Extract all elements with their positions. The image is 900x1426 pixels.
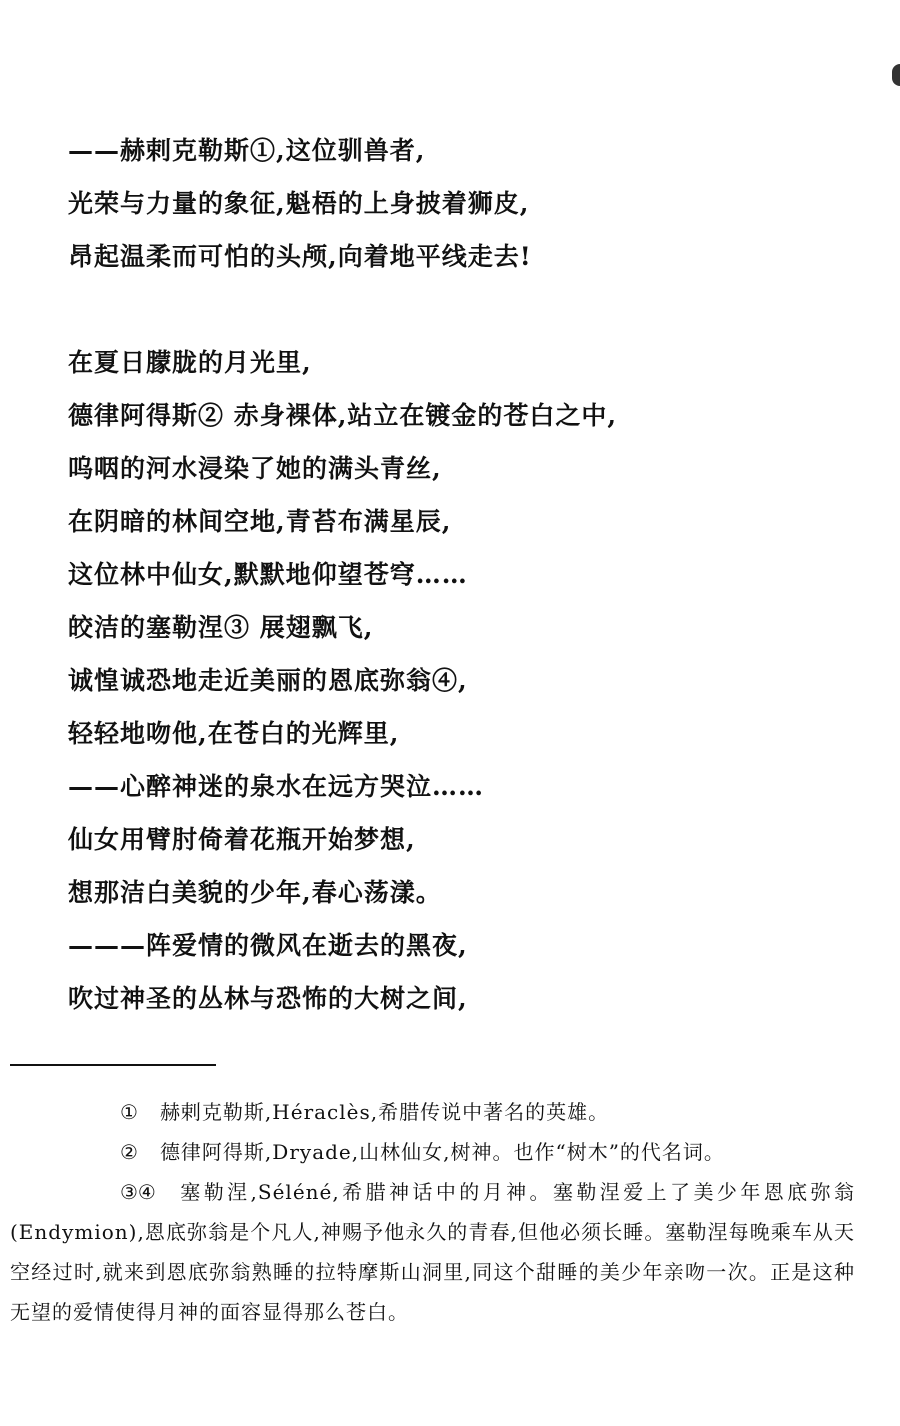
poem-line: 想那洁白美貌的少年,春心荡漾。 (68, 878, 442, 907)
poem-line: 这位林中仙女,默默地仰望苍穹…… (68, 560, 468, 589)
poem-line: 德律阿得斯② 赤身裸体,站立在镀金的苍白之中, (68, 401, 618, 430)
poem-line: 昂起温柔而可怕的头颅,向着地平线走去! (68, 242, 532, 271)
footnote-marker: ① (120, 1100, 138, 1124)
footnote-3-4 (10, 1172, 855, 1332)
poem-line: 皎洁的塞勒涅③ 展翅飘飞, (68, 613, 374, 642)
footnote-divider (10, 1064, 216, 1066)
poem-line: 仙女用臂肘倚着花瓶开始梦想, (68, 825, 416, 854)
poem-line: 在夏日朦胧的月光里, (68, 348, 312, 377)
poem-line: ———阵爱情的微风在逝去的黑夜, (68, 931, 468, 960)
poem-line: 呜咽的河水浸染了她的满头青丝, (68, 454, 442, 483)
poem-line: 轻轻地吻他,在苍白的光辉里, (68, 719, 400, 748)
poem-stanza-1 (68, 124, 868, 283)
poem-line: ——赫剌克勒斯①,这位驯兽者, (68, 136, 426, 165)
footnote-marker: ③④ (120, 1180, 156, 1204)
footnote-text: 塞勒涅,Séléné,希腊神话中的月神。塞勒涅爱上了美少年恩底弥翁(Endymion),恩底弥翁是个凡人,神赐予他永久的青春,但他必须长睡。塞勒涅每晚乘车从天空经过时,就来到恩底弥翁熟睡的拉特摩斯山洞里,同这个甜睡的美少年亲吻一次。正是这种无望的爱情使得月神的面容显得那么苍白。 (10, 1180, 855, 1324)
poem-line: ——心醉神迷的泉水在远方哭泣…… (68, 772, 485, 801)
footnotes (10, 1092, 855, 1332)
poem-stanza-2 (68, 336, 868, 1025)
footnote-1 (10, 1092, 855, 1132)
footnote-text: 赫剌克勒斯,Héraclès,希腊传说中著名的英雄。 (159, 1100, 610, 1124)
page-edge-mark (892, 64, 900, 86)
poem-line: 在阴暗的林间空地,青苔布满星辰, (68, 507, 452, 536)
poem-line: 光荣与力量的象征,魁梧的上身披着狮皮, (68, 189, 530, 218)
footnote-text: 德律阿得斯,Dryade,山林仙女,树神。也作“树木”的代名词。 (159, 1140, 725, 1164)
footnote-2 (10, 1132, 855, 1172)
poem-line: 诚惶诚恐地走近美丽的恩底弥翁④, (68, 666, 468, 695)
footnote-marker: ② (120, 1140, 138, 1164)
poem-line: 吹过神圣的丛林与恐怖的大树之间, (68, 984, 468, 1013)
